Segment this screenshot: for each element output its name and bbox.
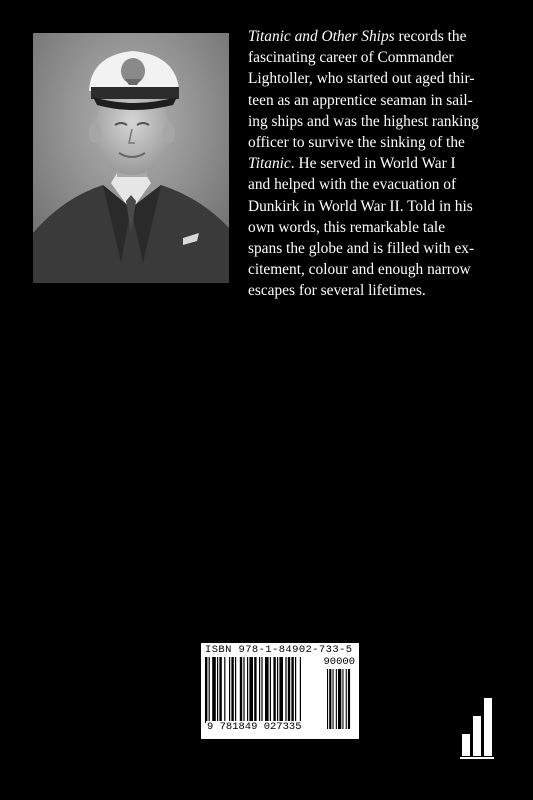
blurb-line: own words, this remarkable tale xyxy=(248,218,446,236)
book-description xyxy=(248,26,510,302)
blurb-line: spans the globe and is filled with ex- xyxy=(248,240,475,258)
blurb-text: records the xyxy=(394,28,467,45)
barcode-digits: 9 781849 027335 xyxy=(207,721,302,733)
publisher-logo-icon xyxy=(456,690,496,760)
book-title-italic: Titanic and Other Ships xyxy=(248,28,395,45)
blurb-line: citement, colour and enough narrow xyxy=(248,261,471,279)
blurb-line: escapes for several lifetimes. xyxy=(248,282,426,300)
blurb-line: and helped with the evacuation of xyxy=(248,176,457,194)
ship-name-italic: Titanic xyxy=(248,155,291,173)
blurb-line xyxy=(248,26,510,47)
blurb-line xyxy=(248,153,510,174)
isbn-label: ISBN 978-1-84902-733-5 xyxy=(205,644,353,656)
isbn-barcode xyxy=(201,643,359,739)
blurb-line: ing ships and was the highest ranking xyxy=(248,112,479,130)
blurb-line: Lightoller, who started out aged thir- xyxy=(248,70,475,88)
portrait-icon xyxy=(33,33,229,283)
blurb-line: fascinating career of Commander xyxy=(248,49,454,67)
blurb-line: teen as an apprentice seaman in sail- xyxy=(248,91,473,109)
publisher-logo xyxy=(456,690,496,760)
blurb-line: officer to survive the sinking of the xyxy=(248,134,465,152)
blurb-line: Dunkirk in World War II. Told in his xyxy=(248,197,473,215)
author-portrait-photo xyxy=(33,33,229,283)
blurb-text: . He served in World War I xyxy=(290,155,456,173)
price-code: 90000 xyxy=(323,656,355,668)
